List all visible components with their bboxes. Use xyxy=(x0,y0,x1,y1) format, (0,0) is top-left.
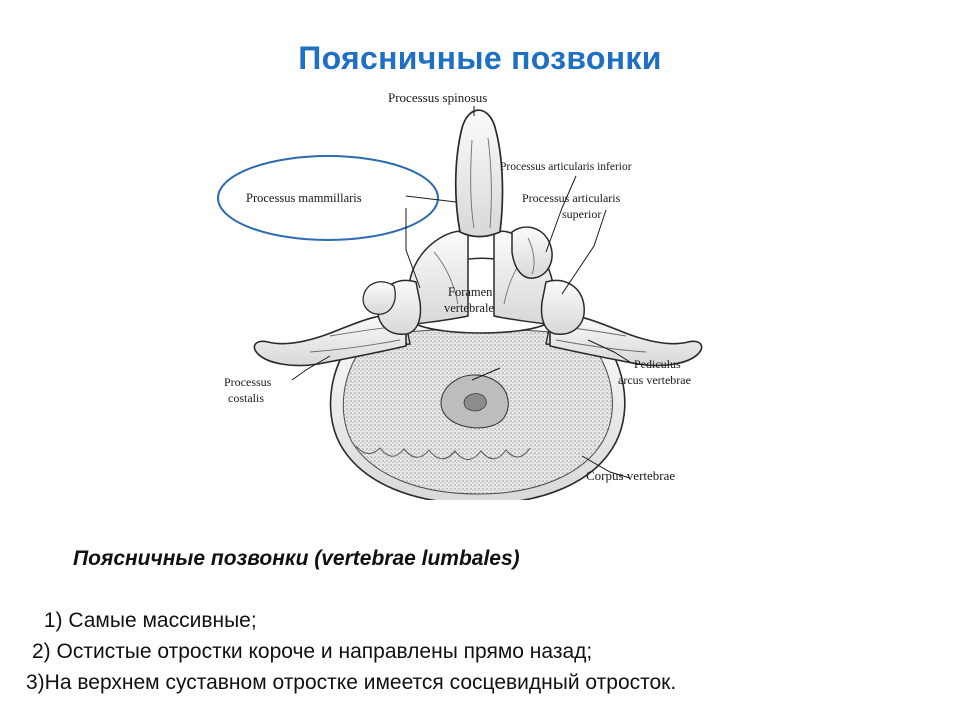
label-processus-articularis-superior-line2: superior xyxy=(562,207,602,221)
slide-body xyxy=(0,512,960,698)
label-foramen-vertebrale-line2: vertebrale xyxy=(444,301,494,315)
processus-articularis-inferior-shape xyxy=(512,227,552,278)
label-processus-spinosus: Processus spinosus xyxy=(388,90,488,105)
body-line-1-italic: vertebrae lumbales) xyxy=(321,547,520,570)
label-processus-articularis-superior: Processus articularis xyxy=(522,191,621,205)
page-title: Поясничные позвонки xyxy=(298,40,662,76)
label-pediculus-arcus-vertebrae: Pediculus xyxy=(634,357,681,371)
body-line-1 xyxy=(24,512,936,605)
label-pediculus-arcus-vertebrae-line2: arcus vertebrae xyxy=(618,373,691,387)
vertebra-figure xyxy=(210,80,750,500)
label-processus-mammillaris: Processus mammillaris xyxy=(246,191,362,205)
label-corpus-vertebrae: Corpus vertebrae xyxy=(586,468,676,483)
processus-spinosus-shape xyxy=(456,110,503,236)
body-line-4: 3)На верхнем суставном отростке имеется сосцевидный отросток. xyxy=(26,671,677,694)
label-processus-costalis-line2: costalis xyxy=(228,391,264,405)
body-line-2: 1) Самые массивные; xyxy=(38,609,257,632)
label-processus-costalis: Processus xyxy=(224,375,272,389)
processus-mammillaris-shape xyxy=(363,282,395,314)
label-foramen-vertebrale: Foramen xyxy=(448,285,493,299)
vertebra-illustration xyxy=(210,80,750,500)
body-line-1-prefix: Поясничные позвонки ( xyxy=(73,547,322,570)
body-line-3: 2) Остистые отростки короче и направлены прямо назад; xyxy=(32,640,593,663)
label-processus-articularis-inferior: Processus articularis inferior xyxy=(500,161,632,173)
